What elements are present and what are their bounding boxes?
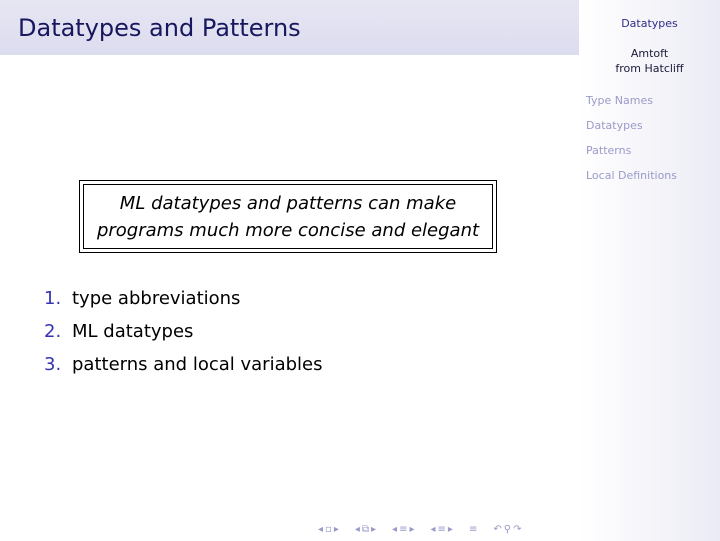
author-affiliation: from Hatcliff bbox=[615, 62, 684, 75]
highlight-box bbox=[79, 180, 497, 253]
sidebar-section-nav bbox=[586, 94, 677, 194]
author-name: Amtoft bbox=[630, 47, 669, 60]
list-item-number: 2. bbox=[44, 321, 62, 342]
search-control[interactable] bbox=[493, 524, 521, 535]
list-item-text: type abbreviations bbox=[72, 288, 241, 309]
frame-header bbox=[0, 0, 579, 55]
highlight-line-2: programs much more concise and elegant bbox=[96, 219, 480, 241]
redo-icon: ↷ bbox=[513, 523, 522, 535]
search-icon: ⚲ bbox=[503, 523, 512, 535]
highlight-box-inner bbox=[83, 184, 493, 249]
arrow-left-icon: ◂ bbox=[318, 523, 324, 535]
slide-icon: ▫ bbox=[325, 523, 332, 535]
beamer-navigation-bar bbox=[318, 522, 521, 536]
sidebar-item-patterns[interactable]: Patterns bbox=[586, 144, 632, 157]
arrow-left-icon: ◂ bbox=[354, 523, 360, 535]
list-item-text: ML datatypes bbox=[72, 321, 194, 342]
list-item-text: patterns and local variables bbox=[72, 354, 323, 375]
highlight-line-1: ML datatypes and patterns can make bbox=[119, 192, 457, 214]
arrow-left-icon: ◂ bbox=[392, 523, 398, 535]
frame-nav-control[interactable] bbox=[355, 524, 376, 535]
enumerated-list bbox=[44, 288, 322, 387]
subsection-icon: ≡ bbox=[399, 523, 408, 535]
list-item bbox=[44, 354, 322, 387]
list-item bbox=[44, 321, 322, 354]
section-icon: ≡ bbox=[437, 523, 446, 535]
document-icon: ≡ bbox=[468, 523, 478, 535]
frame-icon: ⧉ bbox=[361, 523, 370, 535]
subsection-nav-control[interactable] bbox=[392, 524, 414, 535]
sidebar bbox=[579, 0, 720, 541]
sidebar-title[interactable]: Datatypes bbox=[621, 17, 678, 30]
sidebar-item-type-names[interactable]: Type Names bbox=[586, 94, 653, 107]
arrow-right-icon: ▸ bbox=[447, 523, 453, 535]
frame-title: Datatypes and Patterns bbox=[18, 14, 301, 42]
arrow-right-icon: ▸ bbox=[409, 523, 415, 535]
sidebar-item-datatypes[interactable]: Datatypes bbox=[586, 119, 643, 132]
sidebar-item-local-definitions[interactable]: Local Definitions bbox=[586, 169, 678, 182]
arrow-right-icon: ▸ bbox=[333, 523, 339, 535]
arrow-right-icon: ▸ bbox=[371, 523, 377, 535]
list-item-number: 3. bbox=[44, 354, 62, 375]
list-item bbox=[44, 288, 322, 321]
arrow-left-icon: ◂ bbox=[430, 523, 436, 535]
document-nav-control[interactable] bbox=[469, 524, 477, 535]
slide-nav-control[interactable] bbox=[318, 524, 339, 535]
list-item-number: 1. bbox=[44, 288, 62, 309]
sidebar-author bbox=[579, 46, 720, 76]
section-nav-control[interactable] bbox=[431, 524, 453, 535]
undo-icon: ↶ bbox=[493, 523, 502, 535]
